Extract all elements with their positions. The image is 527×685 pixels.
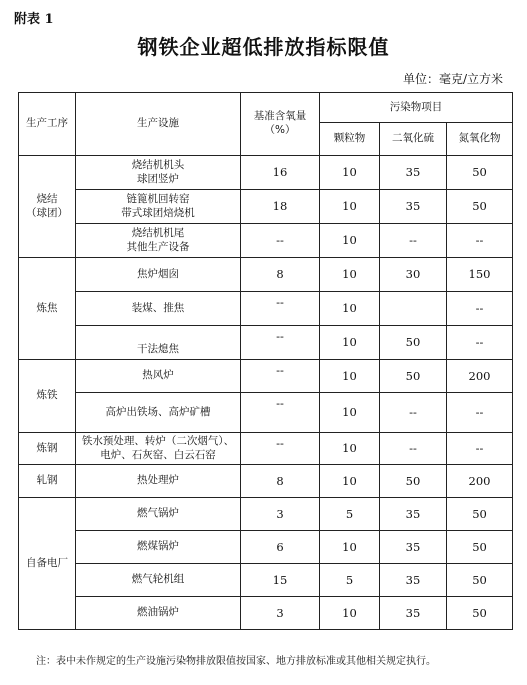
so2-cell: -- bbox=[380, 224, 447, 258]
process-cell: 炼铁 bbox=[19, 360, 76, 433]
oxygen-cell: 8 bbox=[241, 465, 320, 498]
oxygen-cell: 3 bbox=[241, 597, 320, 630]
nox-cell: -- bbox=[447, 292, 513, 326]
table-row bbox=[19, 498, 513, 531]
facility-cell: 热处理炉 bbox=[76, 465, 241, 498]
table-row bbox=[19, 326, 513, 360]
table-row bbox=[19, 292, 513, 326]
process-cell: 炼钢 bbox=[19, 433, 76, 465]
header-pm: 颗粒物 bbox=[320, 123, 380, 156]
appendix-label: 附表 1 bbox=[14, 12, 54, 27]
process-cell: 轧钢 bbox=[19, 465, 76, 498]
so2-cell: 35 bbox=[380, 564, 447, 597]
header-process: 生产工序 bbox=[19, 93, 76, 156]
emission-limits-table bbox=[18, 92, 513, 630]
facility-cell: 烧结机机头 球团竖炉 bbox=[76, 156, 241, 190]
table-row bbox=[19, 531, 513, 564]
nox-cell: 50 bbox=[447, 531, 513, 564]
so2-cell: 35 bbox=[380, 190, 447, 224]
pm-cell: 10 bbox=[320, 597, 380, 630]
header-oxygen: 基准含氧量（%） bbox=[241, 93, 320, 156]
facility-cell: 热风炉 bbox=[76, 360, 241, 393]
nox-cell: 200 bbox=[447, 465, 513, 498]
pm-cell: 10 bbox=[320, 156, 380, 190]
process-cell: 炼焦 bbox=[19, 258, 76, 360]
nox-cell: 50 bbox=[447, 597, 513, 630]
nox-cell: 50 bbox=[447, 564, 513, 597]
so2-cell: 50 bbox=[380, 360, 447, 393]
so2-cell: 50 bbox=[380, 465, 447, 498]
oxygen-cell: -- bbox=[241, 433, 320, 465]
pm-cell: 10 bbox=[320, 433, 380, 465]
pm-cell: 10 bbox=[320, 393, 380, 433]
table-row bbox=[19, 224, 513, 258]
facility-cell: 链篦机回转窑 带式球团焙烧机 bbox=[76, 190, 241, 224]
facility-cell: 燃气轮机组 bbox=[76, 564, 241, 597]
oxygen-cell: 8 bbox=[241, 258, 320, 292]
nox-cell: 50 bbox=[447, 156, 513, 190]
table-row bbox=[19, 156, 513, 190]
oxygen-cell: -- bbox=[241, 292, 320, 326]
nox-cell: -- bbox=[447, 433, 513, 465]
facility-cell: 装煤、推焦 bbox=[76, 292, 241, 326]
facility-cell: 燃油锅炉 bbox=[76, 597, 241, 630]
oxygen-cell: -- bbox=[241, 224, 320, 258]
pm-cell: 10 bbox=[320, 292, 380, 326]
table-row bbox=[19, 465, 513, 498]
footnote: 注：表中未作规定的生产设施污染物排放限值按国家、地方排放标准或其他相关规定执行。 bbox=[36, 656, 436, 667]
header-so2: 二氧化硫 bbox=[380, 123, 447, 156]
facility-cell: 燃气锅炉 bbox=[76, 498, 241, 531]
header-nox: 氮氧化物 bbox=[447, 123, 513, 156]
facility-cell: 燃煤锅炉 bbox=[76, 531, 241, 564]
so2-cell bbox=[380, 292, 447, 326]
so2-cell: 35 bbox=[380, 531, 447, 564]
table-body bbox=[19, 156, 513, 630]
pm-cell: 10 bbox=[320, 360, 380, 393]
header-facility: 生产设施 bbox=[76, 93, 241, 156]
facility-cell: 烧结机机尾 其他生产设备 bbox=[76, 224, 241, 258]
pm-cell: 10 bbox=[320, 531, 380, 564]
process-cell: 自备电厂 bbox=[19, 498, 76, 630]
process-cell: 烧结 （球团） bbox=[19, 156, 76, 258]
pm-cell: 5 bbox=[320, 564, 380, 597]
pm-cell: 10 bbox=[320, 190, 380, 224]
oxygen-cell: 15 bbox=[241, 564, 320, 597]
pm-cell: 5 bbox=[320, 498, 380, 531]
so2-cell: -- bbox=[380, 433, 447, 465]
table-row bbox=[19, 393, 513, 433]
oxygen-cell: 6 bbox=[241, 531, 320, 564]
oxygen-cell: -- bbox=[241, 393, 320, 433]
oxygen-cell: 3 bbox=[241, 498, 320, 531]
table-row bbox=[19, 190, 513, 224]
so2-cell: 30 bbox=[380, 258, 447, 292]
pm-cell: 10 bbox=[320, 326, 380, 360]
table-row bbox=[19, 258, 513, 292]
oxygen-cell: 18 bbox=[241, 190, 320, 224]
nox-cell: -- bbox=[447, 393, 513, 433]
so2-cell: 50 bbox=[380, 326, 447, 360]
facility-cell: 铁水预处理、转炉（二次烟气）、 电炉、石灰窑、白云石窑 bbox=[76, 433, 241, 465]
so2-cell: -- bbox=[380, 393, 447, 433]
so2-cell: 35 bbox=[380, 597, 447, 630]
oxygen-cell: -- bbox=[241, 326, 320, 360]
unit-label: 单位：毫克/立方米 bbox=[402, 72, 503, 86]
so2-cell: 35 bbox=[380, 498, 447, 531]
oxygen-cell: -- bbox=[241, 360, 320, 393]
nox-cell: 50 bbox=[447, 190, 513, 224]
document-title: 钢铁企业超低排放指标限值 bbox=[137, 35, 390, 59]
table-row bbox=[19, 564, 513, 597]
nox-cell: 200 bbox=[447, 360, 513, 393]
nox-cell: 150 bbox=[447, 258, 513, 292]
table-row bbox=[19, 433, 513, 465]
pm-cell: 10 bbox=[320, 224, 380, 258]
nox-cell: 50 bbox=[447, 498, 513, 531]
header-pollutants: 污染物项目 bbox=[320, 93, 513, 123]
oxygen-cell: 16 bbox=[241, 156, 320, 190]
facility-cell: 干法熄焦 bbox=[76, 326, 241, 360]
so2-cell: 35 bbox=[380, 156, 447, 190]
pm-cell: 10 bbox=[320, 465, 380, 498]
table-row bbox=[19, 597, 513, 630]
pm-cell: 10 bbox=[320, 258, 380, 292]
nox-cell: -- bbox=[447, 326, 513, 360]
facility-cell: 高炉出铁场、高炉矿槽 bbox=[76, 393, 241, 433]
facility-cell: 焦炉烟囱 bbox=[76, 258, 241, 292]
nox-cell: -- bbox=[447, 224, 513, 258]
table-row bbox=[19, 360, 513, 393]
